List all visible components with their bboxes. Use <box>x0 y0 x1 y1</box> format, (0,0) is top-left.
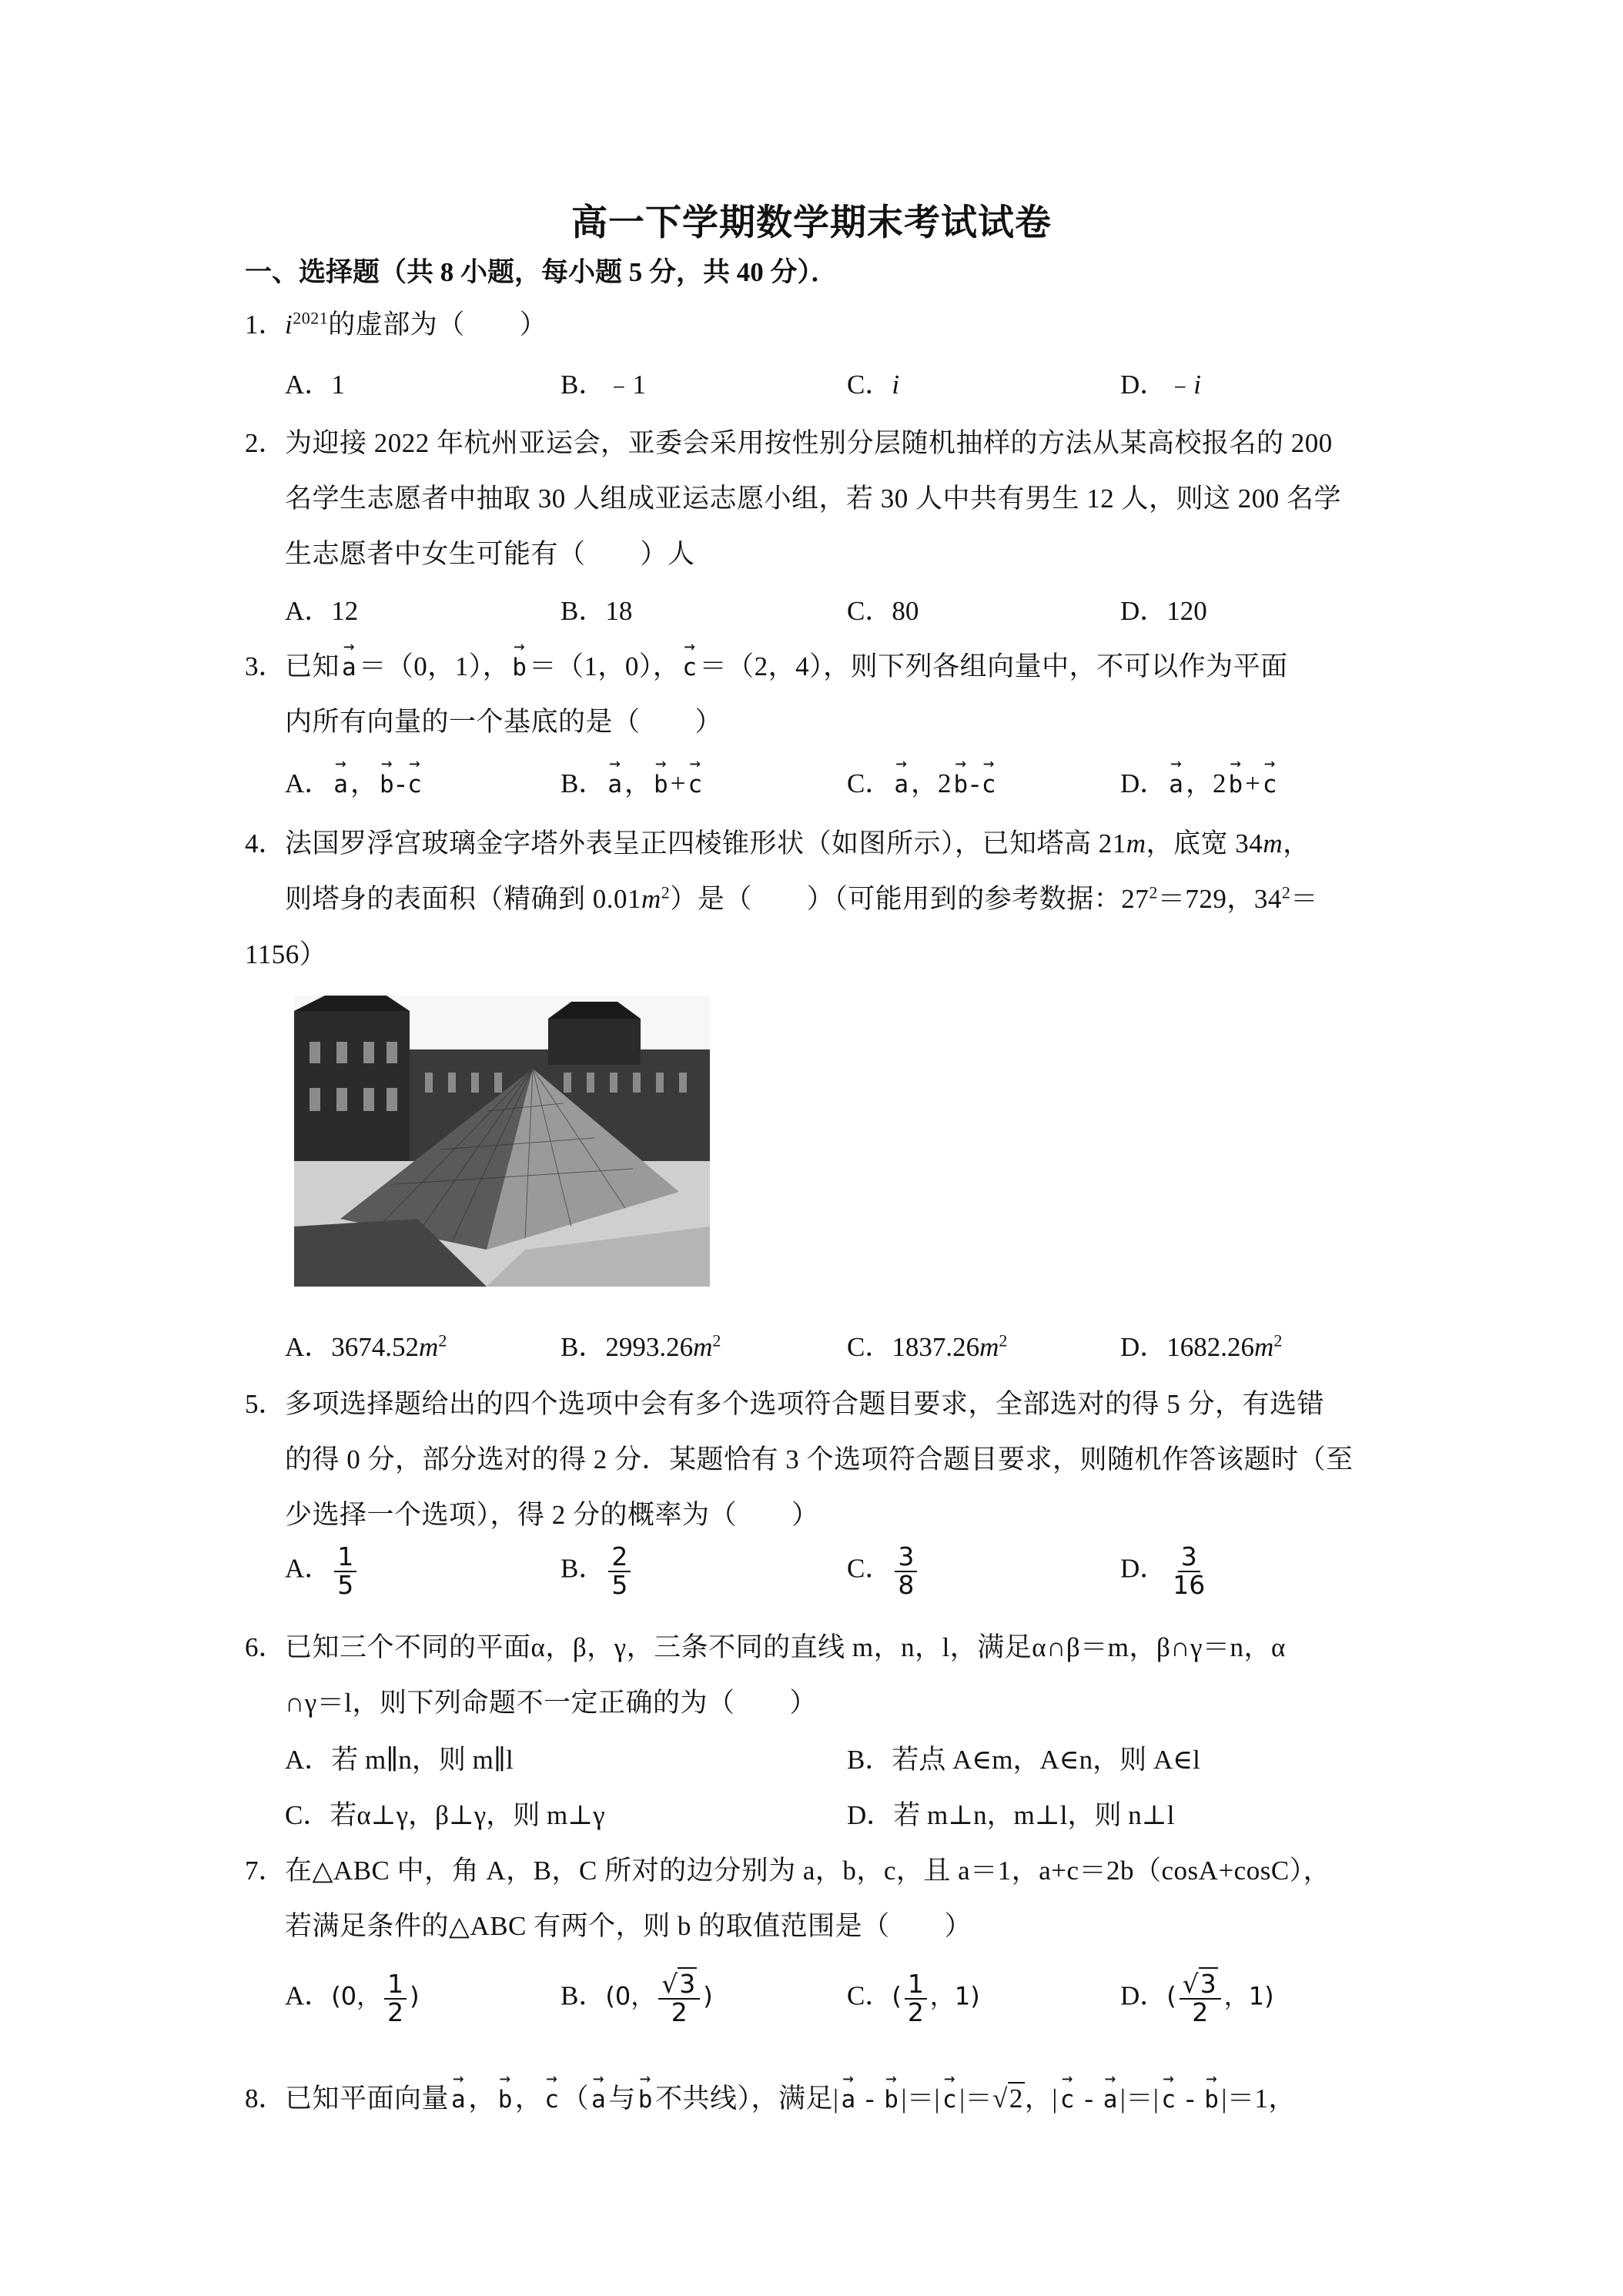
q5-option-a: A． $\frac{1}{5}$ <box>285 1544 360 1598</box>
q1-option-c: C．i <box>847 370 900 400</box>
q5-option-d: D． $\frac{3}{16}$ <box>1120 1541 1206 1600</box>
question-2-number: 2． <box>245 428 286 458</box>
q3-option-b: B．→ a，→ b+→ c <box>561 762 704 801</box>
question-4-number: 4． <box>245 828 286 858</box>
q4-option-c: C．$1837.26m^2$ <box>847 1330 1008 1362</box>
q1-option-b: B．﹣1 <box>561 370 646 400</box>
question-7-number: 7． <box>245 1856 286 1886</box>
question-6-number: 6． <box>245 1632 286 1662</box>
q2-option-d: D．120 <box>1120 596 1207 626</box>
question-6-line-1: 已知三个不同的平面α，β，γ，三条不同的直线 m，n，l，满足α∩β＝m，β∩γ＝n，α <box>285 1632 1286 1662</box>
question-6-line-2: ∩γ＝l，则下列命题不一定正确的为（ ） <box>285 1688 817 1718</box>
q5-option-b: B． $\frac{2}{5}$ <box>561 1544 634 1598</box>
page-title: 高一下学期数学期末考试试卷 <box>571 203 1052 243</box>
q4-option-d: D．$1682.26m^2$ <box>1120 1330 1283 1362</box>
question-1-number: 1． <box>245 310 286 340</box>
q2-option-a: A．12 <box>285 596 359 626</box>
section-heading: 一、选择题（共 8 小题，每小题 5 分，共 40 分）． <box>245 257 838 287</box>
q4-option-a: A．$3674.52m^2$ <box>285 1330 447 1362</box>
exponent: 2021 <box>293 308 329 328</box>
q7-option-a: A．(0， $\frac{1}{2}$ ) <box>285 1969 420 2027</box>
imaginary-unit: i <box>285 310 293 340</box>
question-4-line-1: 法国罗浮宫玻璃金字塔外表呈正四棱锥形状（如图所示），已知塔高 21m，底宽 34m， <box>285 828 1310 858</box>
q3-option-a: A．→ a，→ b-→ c <box>285 762 424 801</box>
question-8-number: 8． <box>245 2083 286 2114</box>
question-5-line-3: 少选择一个选项），得 2 分的概率为（ ） <box>285 1500 819 1530</box>
question-1-text: 的虚部为（ ） <box>328 310 547 340</box>
q2-option-c: C．80 <box>847 596 919 626</box>
q4-option-b: B．$2993.26m^2$ <box>561 1330 721 1362</box>
louvre-pyramid-photo <box>294 996 710 1287</box>
question-2-line-2: 名学生志愿者中抽取 30 人组成亚运志愿小组，若 30 人中共有男生 12 人，则这 200 名学 <box>285 484 1342 514</box>
q6-option-a: A．若 m∥n，则 m∥l <box>285 1745 514 1775</box>
q6-option-b: B．若点 A∈m，A∈n，则 A∈l <box>847 1745 1200 1775</box>
question-5-number: 5． <box>245 1389 286 1419</box>
q3-option-c: C．→ a，2→ b-→ c <box>847 762 999 801</box>
vector-b: → b <box>510 654 529 681</box>
q2-option-b: B．18 <box>561 596 633 626</box>
vector-a: → a <box>340 654 359 681</box>
q6-option-d: D．若 m⊥n，m⊥l，则 n⊥l <box>847 1800 1175 1830</box>
question-2-line-3: 生志愿者中女生可能有（ ）人 <box>285 539 695 569</box>
q7-option-b: B．(0， $\frac{√3}{2}$ ) <box>561 1969 713 2027</box>
question-3-number: 3． <box>245 651 286 681</box>
question-4-line-3: 1156） <box>245 939 327 969</box>
q7-option-c: C．( $\frac{1}{2}$ ，1) <box>847 1969 980 2027</box>
q7-option-d: D．( $\frac{√3}{2}$ ，1) <box>1120 1969 1274 2027</box>
q1-option-d: D．﹣i <box>1120 370 1202 400</box>
question-5-line-1: 多项选择题给出的四个选项中会有多个选项符合题目要求，全部选对的得 5 分，有选错 <box>285 1389 1325 1419</box>
question-5-line-2: 的得 0 分，部分选对的得 2 分．某题恰有 3 个选项符合题目要求，则随机作答该题时（至 <box>285 1444 1354 1474</box>
question-4-line-2: 则塔身的表面积（精确到 $0.01m^2$）是（ ）（可能用到的参考数据：$27^2=729$，$34^2=$ <box>285 882 1318 914</box>
question-3-line-2: 内所有向量的一个基底的是（ ） <box>285 707 723 737</box>
q5-option-c: C． $\frac{3}{8}$ <box>847 1544 920 1598</box>
question-3-line-1: 已知→ a＝（0，1），→ b＝（1，0），→ c＝（2，4），则下列各组向量中，不可以作为平面 <box>285 645 1288 684</box>
question-7-line-2: 若满足条件的△ABC 有两个，则 b 的取值范围是（ ） <box>285 1911 972 1941</box>
q1-option-a: A．1 <box>285 370 345 400</box>
q3-option-d: D．→ a，2→ b+→ c <box>1120 762 1280 801</box>
question-7-line-1: 在△ABC 中，角 A，B，C 所对的边分别为 a，b，c，且 a＝1，a+c＝2b（cosA+cosC）， <box>285 1856 1331 1886</box>
question-8-line-1: 已知平面向量→ a，→ b，→ c（→ a与→ b不共线），满足|→ a - → b|＝|→ c|＝√2，|→ c - → a|＝|→ c - → b|＝1， <box>285 2077 1296 2116</box>
vector-c: → c <box>680 654 699 681</box>
question-2-line-1: 为迎接 2022 年杭州亚运会，亚委会采用按性别分层随机抽样的方法从某高校报名的 200 <box>285 428 1333 458</box>
question-1-stem <box>285 303 547 342</box>
q6-option-c: C．若α⊥γ，β⊥γ，则 m⊥γ <box>285 1800 605 1830</box>
